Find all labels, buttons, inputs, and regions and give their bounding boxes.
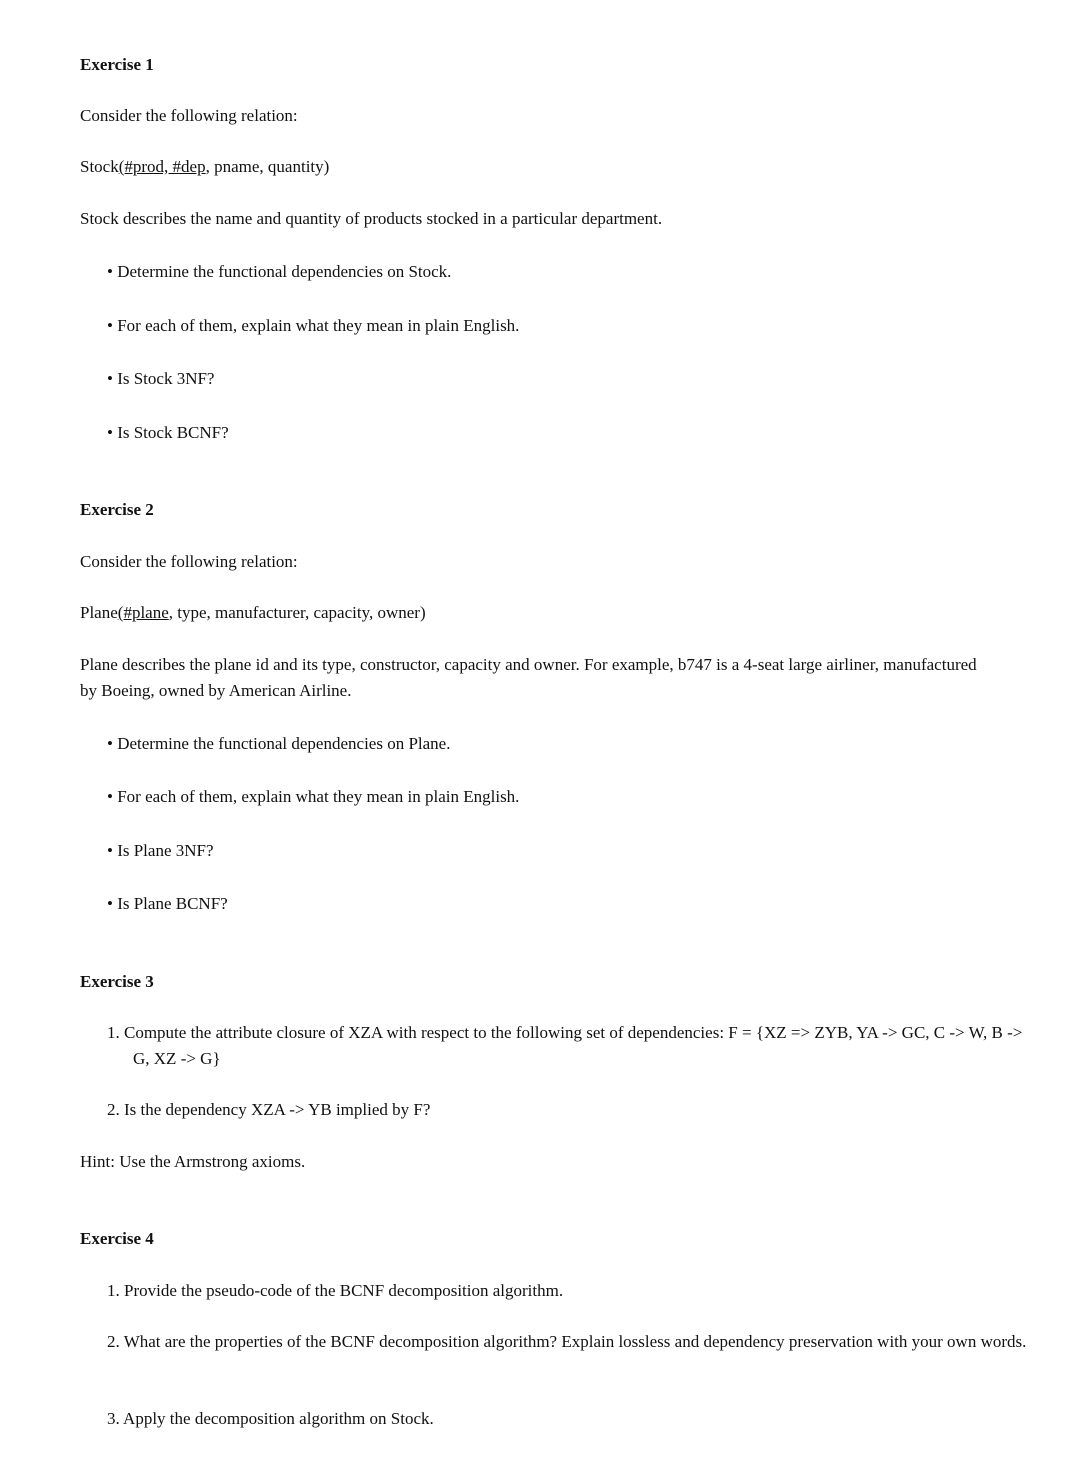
bullet-item: • For each of them, explain what they mean in plain English.: [107, 316, 520, 335]
relation-key: (#prod, #dep: [118, 157, 206, 176]
exercise-1-description: Stock describes the name and quantity of products stocked in a particular department.: [80, 209, 663, 228]
exercise-4-heading: Exercise 4: [80, 1229, 154, 1248]
exercise-1-intro: Consider the following relation:: [80, 106, 298, 125]
bullet-item: • Is Stock BCNF?: [107, 423, 229, 442]
bullet-item: • Is Stock 3NF?: [107, 369, 215, 388]
exercise-3-heading: Exercise 3: [80, 972, 154, 991]
exercise-2-intro: Consider the following relation:: [80, 552, 298, 571]
numbered-item: 3. Apply the decomposition algorithm on Stock.: [107, 1409, 434, 1428]
plane-relation: [80, 603, 426, 623]
numbered-item: 2. Is the dependency XZA -> YB implied by F?: [107, 1100, 431, 1119]
numbered-item: 1. Compute the attribute closure of XZA with respect to the following set of dependencies: F = {XZ => ZYB, YA -> GC, C -> W, B -> G, XZ -> G}: [107, 1023, 1023, 1068]
numbered-item: 2. What are the properties of the BCNF decomposition algorithm? Explain lossless and dependency preservation with your own words.: [107, 1332, 1027, 1351]
bullet-item: • Is Plane 3NF?: [107, 841, 214, 860]
relation-attrs: , type, manufacturer, capacity, owner): [168, 603, 426, 622]
exercise-3-hint: Hint: Use the Armstrong axioms.: [80, 1152, 306, 1171]
stock-relation: [80, 157, 329, 177]
exercise-2-description: Plane describes the plane id and its type, constructor, capacity and owner. For example, b747 is a 4-seat large airliner, manufactured by Boeing, owned by American Airline.: [80, 655, 977, 700]
bullet-item: • Is Plane BCNF?: [107, 894, 228, 913]
bullet-item: • Determine the functional dependencies on Stock.: [107, 262, 452, 281]
numbered-item: 1. Provide the pseudo-code of the BCNF decomposition algorithm.: [107, 1281, 564, 1300]
relation-key: (#plane: [117, 603, 169, 622]
bullet-item: • Determine the functional dependencies on Plane.: [107, 734, 451, 753]
bullet-item: • For each of them, explain what they mean in plain English.: [107, 787, 520, 806]
relation-name: Plane: [80, 603, 118, 622]
relation-name: Stock: [80, 157, 119, 176]
exercise-1-heading: Exercise 1: [80, 55, 154, 74]
exercise-2-heading: Exercise 2: [80, 500, 154, 519]
relation-attrs: , pname, quantity): [205, 157, 330, 176]
